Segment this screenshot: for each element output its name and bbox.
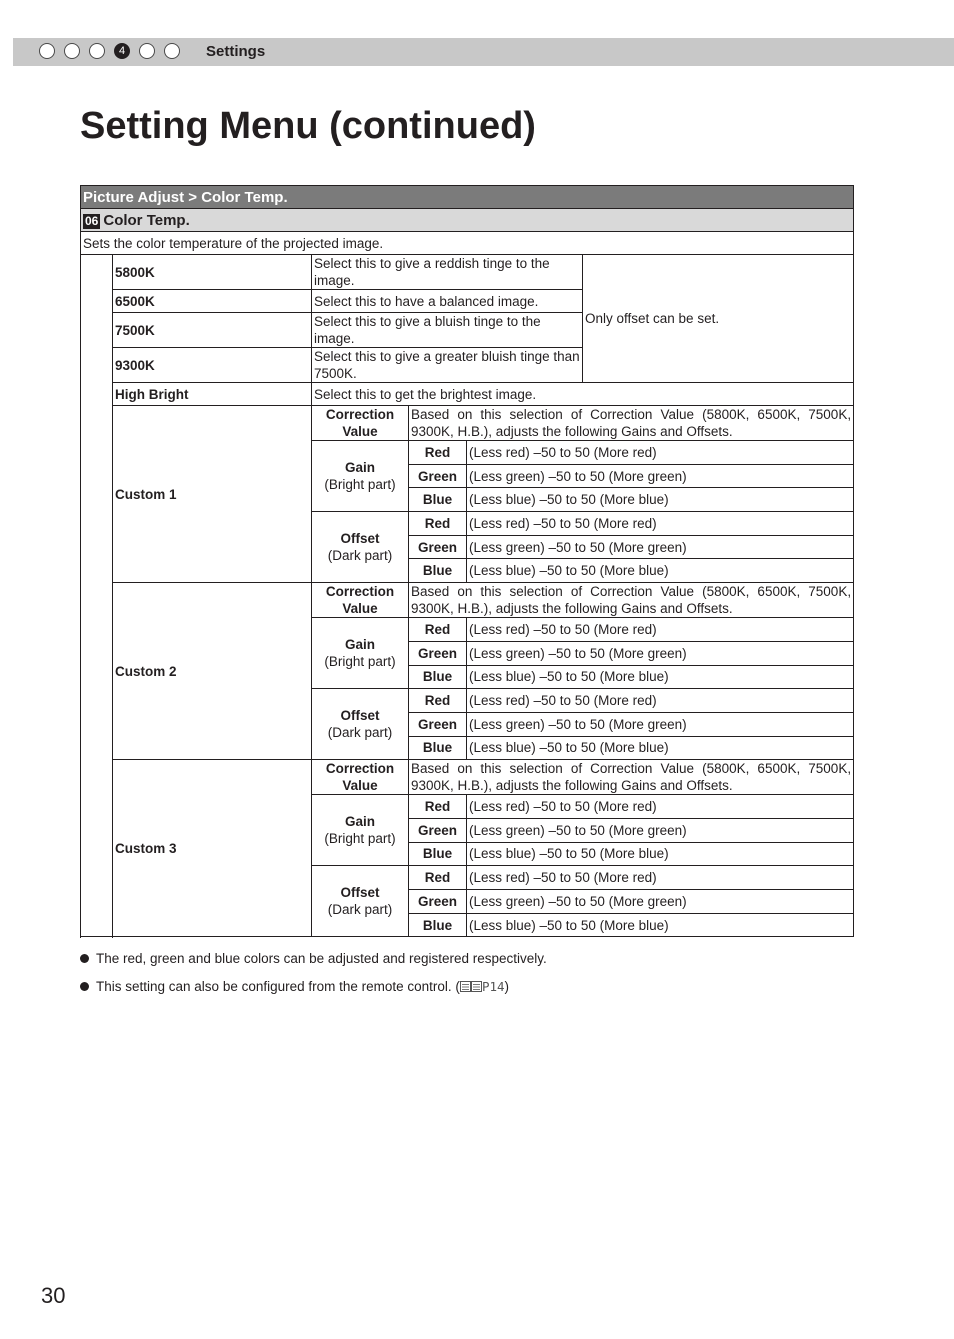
note-text: This setting can also be configured from the remote control. ( [96,979,460,994]
offset-label: Offset [340,708,380,724]
preset-desc: Select this to give a bluish tinge to the image. [312,313,583,348]
preset-desc: Select this to give a greater bluish tinge than 7500K. [312,348,583,383]
offset-sub: (Dark part) [327,548,393,564]
chapter-dot-active: 4 [114,43,130,59]
table-row [81,255,854,290]
custom-name: Custom 2 [113,583,312,760]
preset-name: 7500K [113,313,312,348]
table-row [81,406,854,441]
preset-desc: Select this to have a balanced image. [312,290,583,313]
item-name: Color Temp. [103,211,190,229]
chapter-dot [89,43,105,59]
correction-desc: Based on this selection of Correction Value (5800K, 6500K, 7500K, 9300K, H.B.), adjusts the following Gains and Offsets. [409,583,854,618]
color-range: (Less blue) –50 to 50 (More blue) [467,736,854,760]
color-name: Green [409,464,467,488]
offset-cell [312,689,409,760]
chapter-dot [164,43,180,59]
color-range: (Less blue) –50 to 50 (More blue) [467,842,854,866]
header-bar [13,38,954,66]
preset-name: 9300K [113,348,312,383]
chapter-dot [64,43,80,59]
item-number-badge: 06 [85,213,99,228]
bullet-icon [80,982,89,991]
color-name: Blue [409,913,467,937]
item-description-row [81,232,854,255]
preset-name: 5800K [113,255,312,290]
color-range: (Less green) –50 to 50 (More green) [467,818,854,842]
color-range: (Less blue) –50 to 50 (More blue) [467,488,854,512]
gain-sub: (Bright part) [324,831,396,847]
chapter-dot [139,43,155,59]
color-range: (Less red) –50 to 50 (More red) [467,441,854,465]
color-name: Green [409,641,467,665]
correction-label: Correction Value [312,760,409,795]
chapter-dot [39,43,55,59]
color-name: Red [409,441,467,465]
item-title-row [81,209,854,232]
note-text-end: ) [504,979,510,994]
page-reference-link[interactable]: P14 [481,979,505,994]
note-item [80,950,547,968]
section-label: Settings [206,43,266,60]
gain-sub: (Bright part) [324,654,396,670]
color-range: (Less blue) –50 to 50 (More blue) [467,913,854,937]
color-range: (Less green) –50 to 50 (More green) [467,641,854,665]
indent-cell [81,255,113,937]
correction-desc: Based on this selection of Correction Value (5800K, 6500K, 7500K, 9300K, H.B.), adjusts the following Gains and Offsets. [409,406,854,441]
custom-name: Custom 1 [113,406,312,583]
color-name: Red [409,795,467,819]
chapter-dots [39,43,180,61]
gain-label: Gain [344,637,375,653]
table-row [81,760,854,795]
color-name: Blue [409,736,467,760]
gain-cell [312,618,409,689]
offset-cell [312,866,409,937]
correction-label: Correction Value [312,406,409,441]
preset-desc: Select this to give a reddish tinge to the image. [312,255,583,290]
gain-cell [312,795,409,866]
preset-name: 6500K [113,290,312,313]
offset-label: Offset [340,531,380,547]
high-bright-name: High Bright [113,383,312,406]
offset-cell [312,512,409,583]
color-range: (Less green) –50 to 50 (More green) [467,535,854,559]
correction-desc: Based on this selection of Correction Value (5800K, 6500K, 7500K, 9300K, H.B.), adjusts the following Gains and Offsets. [409,760,854,795]
note-text: The red, green and blue colors can be adjusted and registered respectively. [96,951,547,966]
gain-cell [312,441,409,512]
color-name: Green [409,818,467,842]
item-description: Sets the color temperature of the projected image. [81,232,854,255]
color-range: (Less red) –50 to 50 (More red) [467,866,854,890]
color-range: (Less green) –50 to 50 (More green) [467,464,854,488]
color-range: (Less red) –50 to 50 (More red) [467,512,854,536]
page-number: 30 [41,1283,66,1308]
page-title: Setting Menu (continued) [80,105,536,147]
color-name: Red [409,866,467,890]
gain-sub: (Bright part) [324,477,396,493]
color-temp-table [80,185,854,937]
color-range: (Less blue) –50 to 50 (More blue) [467,559,854,583]
menu-path: Picture Adjust > Color Temp. [81,186,854,209]
table-row [81,383,854,406]
color-name: Red [409,618,467,642]
item-title [81,209,854,232]
color-name: Green [409,890,467,914]
color-name: Blue [409,842,467,866]
table-row [81,583,854,618]
color-name: Green [409,712,467,736]
note-item [80,978,547,996]
offset-sub: (Dark part) [327,902,393,918]
color-name: Green [409,535,467,559]
high-bright-desc: Select this to get the brightest image. [312,383,854,406]
table-header-row [81,186,854,209]
color-name: Red [409,689,467,713]
color-name: Blue [409,665,467,689]
custom-name: Custom 3 [113,760,312,937]
offset-sub: (Dark part) [327,725,393,741]
notes [80,950,547,1006]
correction-label: Correction Value [312,583,409,618]
color-range: (Less red) –50 to 50 (More red) [467,618,854,642]
bullet-icon [80,954,89,963]
book-reference-icon [460,981,482,992]
color-name: Red [409,512,467,536]
color-name: Blue [409,559,467,583]
gain-label: Gain [344,460,375,476]
color-range: (Less red) –50 to 50 (More red) [467,795,854,819]
preset-note: Only offset can be set. [583,255,854,383]
gain-label: Gain [344,814,375,830]
color-name: Blue [409,488,467,512]
offset-label: Offset [340,885,380,901]
color-range: (Less blue) –50 to 50 (More blue) [467,665,854,689]
color-range: (Less red) –50 to 50 (More red) [467,689,854,713]
color-range: (Less green) –50 to 50 (More green) [467,712,854,736]
color-range: (Less green) –50 to 50 (More green) [467,890,854,914]
